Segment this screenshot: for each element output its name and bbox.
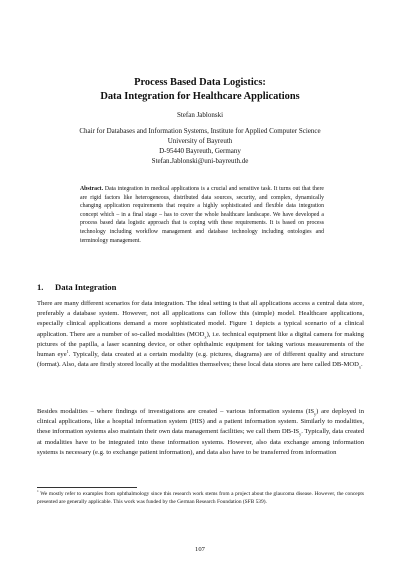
paper-title: [0, 76, 400, 104]
p2-text-c: . Typically, data created at modalities have to be integrated into these information systems. However, also data exchange among information systems is necessary (e.g. to exchange patient information), and data also have to be transferred from information: [37, 428, 364, 456]
p2-text-a: Besides modalities – where findings of investigations are created – various information systems (IS: [37, 408, 314, 415]
title-line-2: Data Integration for Healthcare Applications: [100, 91, 300, 102]
p1-text-d: .: [361, 361, 363, 369]
section-number: 1.: [37, 282, 44, 292]
affiliation-line-1: Chair for Databases and Information Systems, Institute for Applied Computer Science: [79, 127, 321, 135]
body-paragraph-1: [37, 299, 364, 370]
abstract-text: Data integration in medical applications is a crucial and sensitive task. It turns out that there are rigid factors like heterogeneous, distributed data sources, security, and complex, dynamically changing application requirements that require a highly sophisticated and flexible data integration concept which – in a final stage – has to cover the whole healthcare landscape. We have developed a process based data logistic approach that is coping with these requirements. It is based on process technology including workflow management and database technology including ontologies and terminology management.: [80, 186, 324, 244]
affiliation: [0, 126, 400, 166]
footnote-mark: 1: [37, 489, 39, 494]
p2-sub-a: y: [314, 411, 317, 417]
footnote-reference: 1: [66, 348, 69, 354]
p1-text-b: ), i.e. technical equipment like a digital camera for making pictures of the papilla, a laser scanning device, or other ophthalmic equipment for taking various measurements of the human eye: [37, 330, 364, 359]
p1-sub-c: x: [358, 364, 362, 370]
abstract-label: Abstract.: [80, 186, 104, 192]
abstract: [80, 185, 324, 245]
p1-text-c: . Typically, data created at a certain modality (e.g. pictures, diagrams) are of different quality and structure (format). Also, data are firstly stored locally at the modalities themselves; these local data stores are here called DB-MOD: [37, 351, 364, 369]
p1-sub-a: x: [204, 333, 207, 339]
section-heading: [37, 282, 116, 292]
p2-text-b: ) are deployed in clinical applications, like a hospital information system (HIS) and a patient information system. Similarly to modalities, these information systems also maintain their own data management facilities; we call them DB-IS: [37, 408, 364, 436]
affiliation-line-2: University of Bayreuth: [167, 137, 233, 145]
page-number: 107: [195, 546, 205, 553]
footnote-text: We mostly refer to examples from ophthalmology since this research work stems from a project about the glaucoma disease. However, the concepts presented are generally applicable. This work was funded by the German Research Foundation (SFB 539).: [37, 491, 364, 505]
p2-sub-b: y: [299, 431, 302, 437]
author-name: Stefan Jablonski: [176, 111, 224, 119]
affiliation-line-3: D-95440 Bayreuth, Germany: [159, 147, 241, 155]
footnote: [37, 491, 364, 506]
title-line-1: Process Based Data Logistics:: [134, 77, 266, 88]
p1-text-a: There are many different scenarios for data integration. The ideal setting is that all applications access a central data store, preferably a database system. However, not all applications can follow this (simple) model. Healthcare applications, especially clinical applications demand a more sophisticated model. Figure 1 depicts a typical scenario of a clinical application. There are a number of so-called modalities (MOD: [37, 300, 364, 338]
body-paragraph-2: [37, 407, 364, 458]
section-title: Data Integration: [55, 282, 117, 292]
author-email: Stefan.Jablonski@uni-bayreuth.de: [151, 157, 249, 165]
footnote-divider: [37, 487, 137, 488]
